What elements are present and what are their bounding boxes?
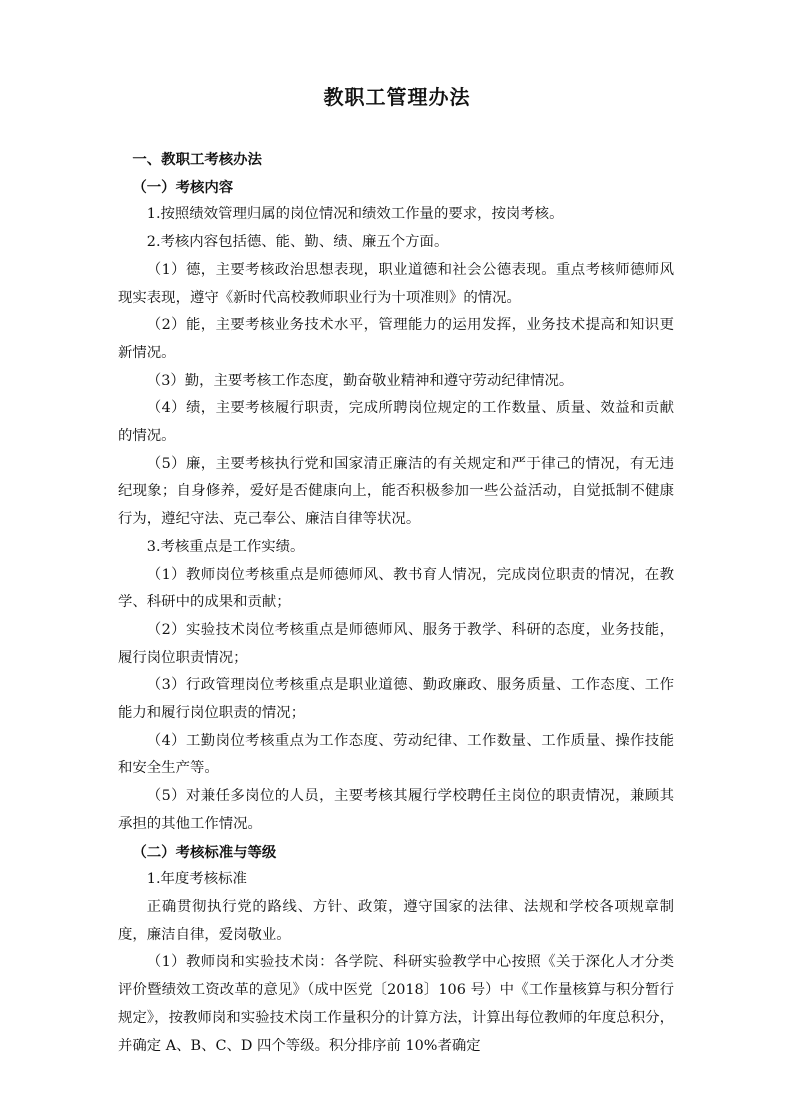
section-heading: 一、教职工考核办法 bbox=[132, 151, 262, 168]
section-heading: （一）考核内容 bbox=[132, 178, 234, 196]
paragraph: （4）工勤岗位考核重点为工作态度、劳动纪律、工作数量、工作质量、操作技能和安全生产等。 bbox=[118, 732, 674, 777]
page-title: 教职工管理办法 bbox=[323, 85, 471, 109]
paragraph: （3）勤，主要考核工作态度，勤奋敬业精神和遵守劳动纪律情况。 bbox=[146, 372, 574, 389]
paragraph: （1）教师岗位考核重点是师德师风、教书育人情况，完成岗位职责的情况，在教学、科研中的成果和贡献； bbox=[118, 566, 674, 611]
paragraph: （1）教师岗和实验技术岗：各学院、科研实验教学中心按照《关于深化人才分类评价暨绩效工资改革的意见》（成中医党〔2018〕106 号）中《工作量核算与积分暂行规定》，按教师岗和实验技术岗工作量积分的计算方法，计算出每位教师的年度总积分，并确定 A、B、C、D 四个等级。积分排序前 10%者确定 bbox=[118, 954, 674, 1054]
paragraph: （2）实验技术岗位考核重点是师德师风、服务于教学、科研的态度，业务技能，履行岗位职责情况； bbox=[118, 621, 674, 666]
paragraph: 1.年度考核标准 bbox=[146, 871, 247, 888]
paragraph: （4）绩，主要考核履行职责，完成所聘岗位规定的工作数量、质量、效益和贡献的情况。 bbox=[118, 400, 674, 445]
paragraph: （5）廉，主要考核执行党和国家清正廉洁的有关规定和严于律己的情况，有无违纪现象；自身修养，爱好是否健康向上，能否积极参加一些公益活动，自觉抵制不健康行为，遵纪守法、克己奉公、廉洁自律等状况。 bbox=[118, 455, 674, 528]
paragraph: （1）德，主要考核政治思想表现，职业道德和社会公德表现。重点考核师德师风现实表现，遵守《新时代高校教师职业行为十项准则》的情况。 bbox=[118, 261, 674, 306]
paragraph: （2）能，主要考核业务技术水平，管理能力的运用发挥，业务技术提高和知识更新情况。 bbox=[118, 317, 674, 361]
section-heading: （二）考核标准与等级 bbox=[132, 843, 277, 861]
paragraph: 1.按照绩效管理归属的岗位情况和绩效工作量的要求，按岗考核。 bbox=[146, 206, 564, 223]
document-body bbox=[118, 146, 674, 1060]
paragraph: 正确贯彻执行党的路线、方针、政策，遵守国家的法律、法规和学校各项规章制度，廉洁自律，爱岗敬业。 bbox=[118, 898, 674, 943]
paragraph: （3）行政管理岗位考核重点是职业道德、勤政廉政、服务质量、工作态度、工作能力和履行岗位职责的情况； bbox=[118, 677, 674, 722]
paragraph: 2.考核内容包括德、能、勤、绩、廉五个方面。 bbox=[146, 234, 449, 251]
paragraph: （5）对兼任多岗位的人员，主要考核其履行学校聘任主岗位的职责情况，兼顾其承担的其他工作情况。 bbox=[118, 788, 674, 832]
paragraph: 3.考核重点是工作实绩。 bbox=[146, 538, 305, 555]
